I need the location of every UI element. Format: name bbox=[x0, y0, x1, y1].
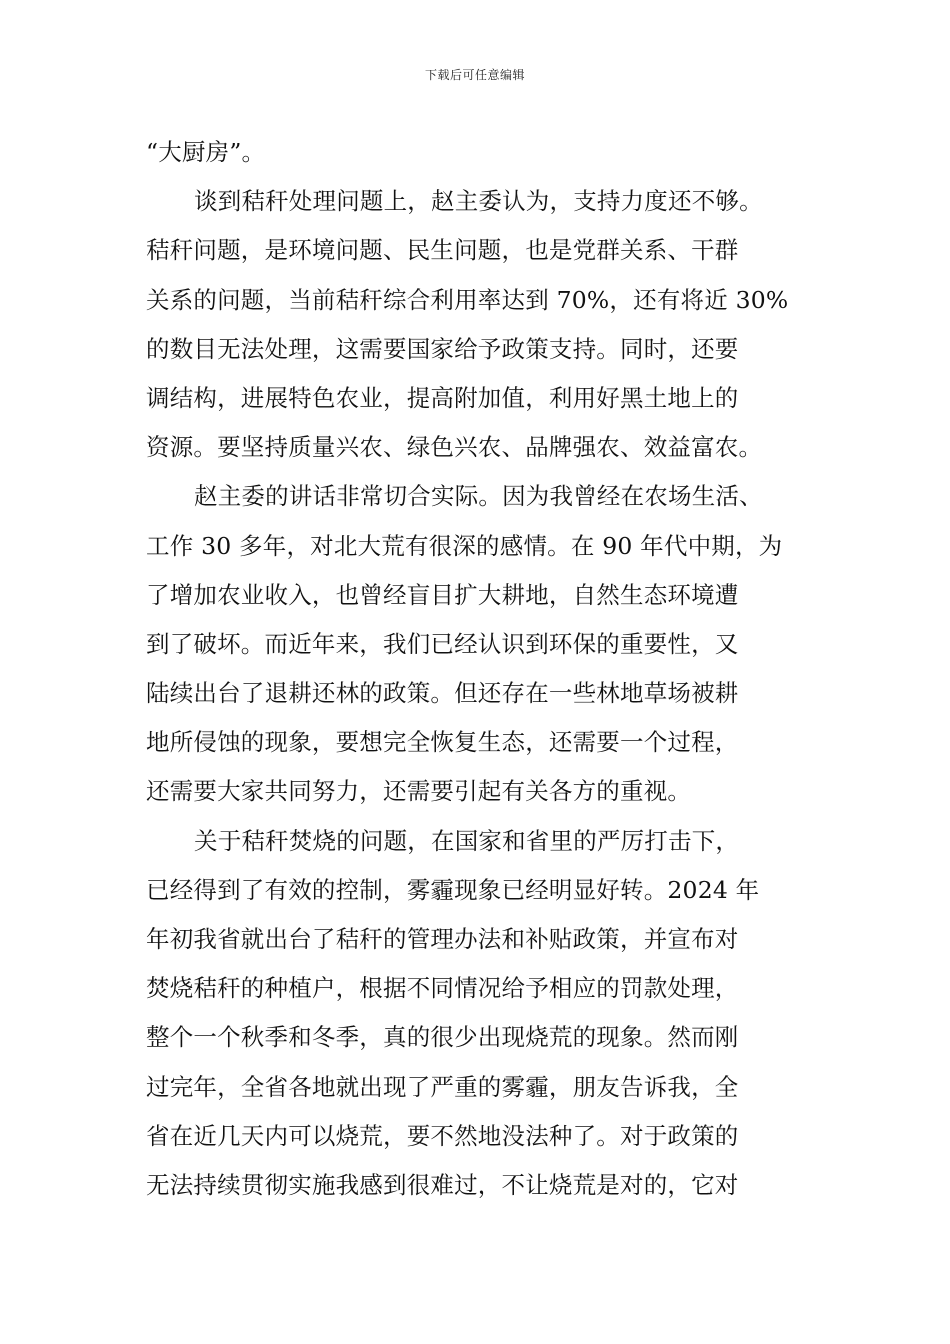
text-line: 焚烧秸秆的种植户，根据不同情况给予相应的罚款处理， bbox=[146, 974, 739, 1003]
text-line: “大厨房”。 bbox=[146, 138, 266, 166]
text-line: 秸秆问题，是环境问题、民生问题，也是党群关系、干群 bbox=[146, 236, 739, 265]
text-line: 资源。要坚持质量兴农、绿色兴农、品牌强农、效益富农。 bbox=[146, 433, 763, 462]
text-line: 年初我省就出台了秸秆的管理办法和补贴政策，并宣布对 bbox=[146, 925, 739, 953]
text-line: 了增加农业收入，也曾经盲目扩大耕地，自然生态环境遭 bbox=[146, 580, 739, 609]
text-line: 的数目无法处理，这需要国家给予政策支持。同时，还要 bbox=[146, 334, 739, 363]
text-line: 调结构，进展特色农业，提高附加值，利用好黑土地上的 bbox=[146, 383, 739, 412]
text-line: 到了破坏。而近年来，我们已经认识到环保的重要性，又 bbox=[146, 629, 739, 658]
paragraph-first-line: 谈到秸秆处理问题上，赵主委认为，支持力度还不够。 bbox=[194, 187, 763, 216]
text-line: 关系的问题，当前秸秆综合利用率达到 70%，还有将近 30% bbox=[146, 285, 789, 314]
paragraph-first-line: 赵主委的讲话非常切合实际。因为我曾经在农场生活、 bbox=[194, 482, 763, 511]
text-line: 无法持续贯彻实施我感到很难过，不让烧荒是对的，它对 bbox=[146, 1170, 739, 1199]
body-text bbox=[146, 128, 816, 1210]
text-line: 已经得到了有效的控制，雾霾现象已经明显好转。2024 年 bbox=[146, 875, 760, 904]
text-line: 还需要大家共同努力，还需要引起有关各方的重视。 bbox=[146, 777, 692, 806]
paragraph-first-line: 关于秸秆焚烧的问题，在国家和省里的严厉打击下， bbox=[194, 826, 740, 855]
text-line: 地所侵蚀的现象，要想完全恢复生态，还需要一个过程， bbox=[146, 728, 739, 757]
header-note: 下载后可任意编辑 bbox=[424, 68, 525, 82]
text-line: 整个一个秋季和冬季，真的很少出现烧荒的现象。然而刚 bbox=[146, 1023, 739, 1052]
text-line: 过完年，全省各地就出现了严重的雾霾，朋友告诉我，全 bbox=[146, 1072, 739, 1101]
text-line: 陆续出台了退耕还林的政策。但还存在一些林地草场被耕 bbox=[146, 679, 739, 708]
text-line: 省在近几天内可以烧荒，要不然地没法种了。对于政策的 bbox=[146, 1121, 739, 1150]
text-line: 工作 30 多年，对北大荒有很深的感情。在 90 年代中期，为 bbox=[146, 531, 783, 560]
